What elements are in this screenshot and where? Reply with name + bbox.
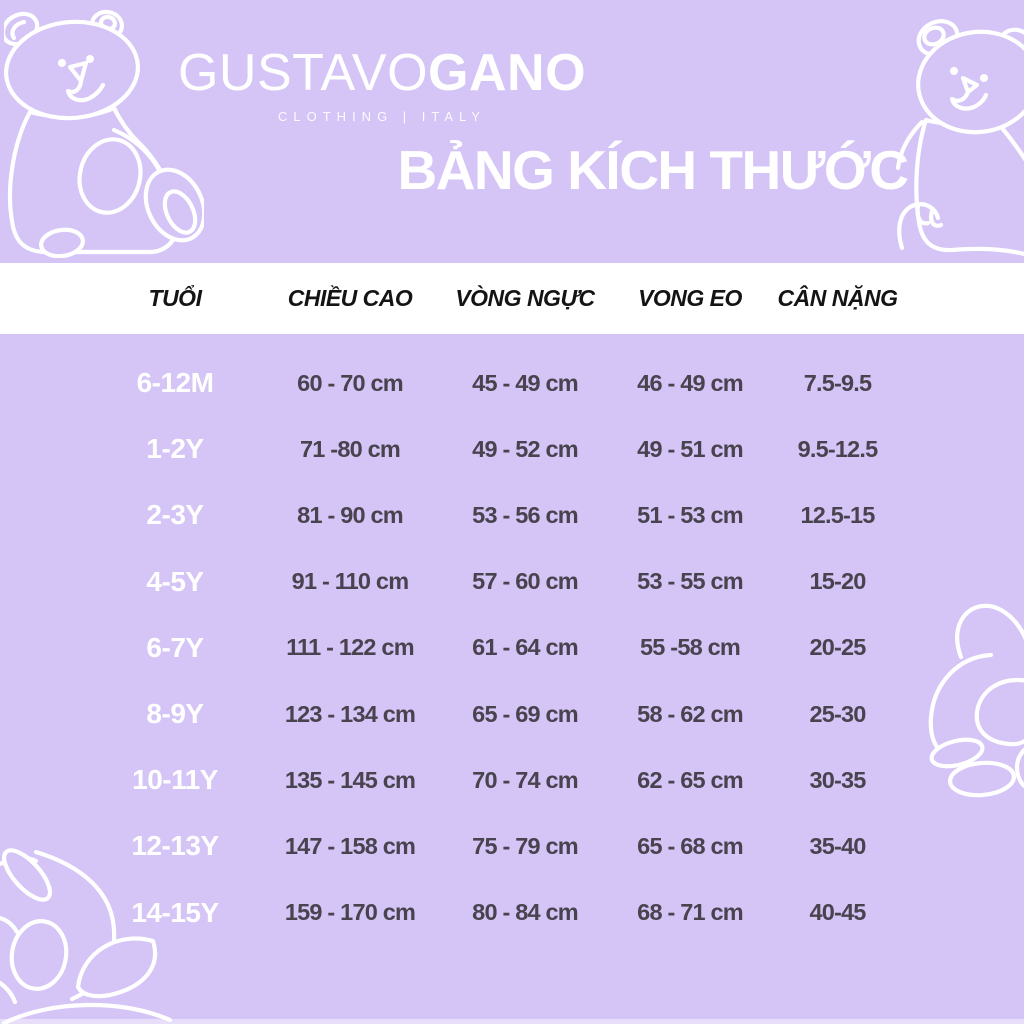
chest-cell: 75 - 79 cm bbox=[472, 832, 578, 859]
weight-cell: 40-45 bbox=[809, 899, 866, 926]
chest-cell: 70 - 74 cm bbox=[472, 766, 578, 793]
weight-cell: 9.5-12.5 bbox=[797, 435, 878, 462]
brand-name-bold: GANO bbox=[428, 44, 587, 102]
waist-cell: 49 - 51 cm bbox=[637, 435, 743, 462]
height-cell: 159 - 170 cm bbox=[284, 899, 416, 926]
brand-name-light: GUSTAVO bbox=[177, 44, 429, 102]
chest-cell: 65 - 69 cm bbox=[472, 700, 578, 727]
weight-cell: 15-20 bbox=[809, 568, 866, 595]
table-row bbox=[90, 416, 905, 482]
waist-cell: 58 - 62 cm bbox=[637, 700, 743, 727]
table-row bbox=[90, 350, 905, 416]
chest-cell: 53 - 56 cm bbox=[472, 501, 578, 528]
table-row bbox=[90, 482, 905, 548]
table-row bbox=[90, 681, 905, 747]
table-row bbox=[90, 813, 905, 879]
table-row bbox=[90, 880, 905, 946]
height-cell: 91 - 110 cm bbox=[291, 568, 409, 595]
table-row bbox=[90, 615, 905, 681]
teddy-bear-icon-top-right bbox=[892, 10, 1024, 260]
waist-cell: 68 - 71 cm bbox=[637, 899, 743, 926]
table-row bbox=[90, 747, 905, 813]
height-cell: 81 - 90 cm bbox=[297, 501, 403, 528]
height-cell: 71 -80 cm bbox=[300, 435, 400, 462]
chest-cell: 61 - 64 cm bbox=[472, 634, 578, 661]
age-cell: 6-7Y bbox=[146, 631, 204, 663]
teddy-bear-icon-top-left bbox=[4, 6, 204, 258]
height-cell: 123 - 134 cm bbox=[284, 700, 416, 727]
brand-logo bbox=[62, 46, 702, 124]
teddy-bear-icon-right-middle bbox=[924, 593, 1024, 805]
waist-cell: 46 - 49 cm bbox=[637, 369, 743, 396]
weight-cell: 35-40 bbox=[809, 832, 866, 859]
col-header-waist: VONG EO bbox=[638, 284, 742, 311]
age-cell: 12-13Y bbox=[131, 830, 219, 862]
size-table bbox=[90, 334, 905, 946]
age-cell: 14-15Y bbox=[131, 896, 219, 928]
page-title: BẢNG KÍCH THƯỚC bbox=[397, 139, 908, 201]
col-header-chest: VÒNG NGỰC bbox=[455, 284, 595, 311]
chest-cell: 57 - 60 cm bbox=[472, 568, 578, 595]
weight-cell: 30-35 bbox=[809, 766, 866, 793]
bottom-edge-strip bbox=[0, 1019, 1024, 1024]
height-cell: 111 - 122 cm bbox=[286, 634, 414, 661]
waist-cell: 62 - 65 cm bbox=[637, 766, 743, 793]
brand-name bbox=[62, 46, 702, 101]
waist-cell: 65 - 68 cm bbox=[637, 832, 743, 859]
age-cell: 10-11Y bbox=[132, 764, 218, 796]
weight-cell: 12.5-15 bbox=[800, 501, 875, 528]
brand-tagline: CLOTHING | ITALY bbox=[278, 108, 486, 124]
age-cell: 4-5Y bbox=[146, 565, 204, 597]
age-cell: 8-9Y bbox=[146, 698, 204, 730]
chest-cell: 80 - 84 cm bbox=[472, 899, 578, 926]
table-header-band bbox=[0, 263, 1024, 334]
col-header-weight: CÂN NẶNG bbox=[777, 284, 898, 311]
height-cell: 135 - 145 cm bbox=[284, 766, 416, 793]
waist-cell: 53 - 55 cm bbox=[637, 568, 743, 595]
age-cell: 6-12M bbox=[136, 367, 214, 399]
age-cell: 2-3Y bbox=[146, 499, 204, 531]
col-header-height: CHIỀU CAO bbox=[287, 284, 413, 311]
age-cell: 1-2Y bbox=[146, 433, 204, 465]
weight-cell: 25-30 bbox=[809, 700, 866, 727]
table-row bbox=[90, 549, 905, 615]
height-cell: 60 - 70 cm bbox=[297, 369, 403, 396]
waist-cell: 51 - 53 cm bbox=[637, 501, 743, 528]
height-cell: 147 - 158 cm bbox=[284, 832, 416, 859]
weight-cell: 20-25 bbox=[809, 634, 866, 661]
col-header-age: TUỔI bbox=[148, 284, 202, 311]
chest-cell: 45 - 49 cm bbox=[472, 369, 578, 396]
table-header-row bbox=[90, 263, 905, 334]
chest-cell: 49 - 52 cm bbox=[472, 435, 578, 462]
weight-cell: 7.5-9.5 bbox=[803, 369, 872, 396]
waist-cell: 55 -58 cm bbox=[640, 634, 740, 661]
